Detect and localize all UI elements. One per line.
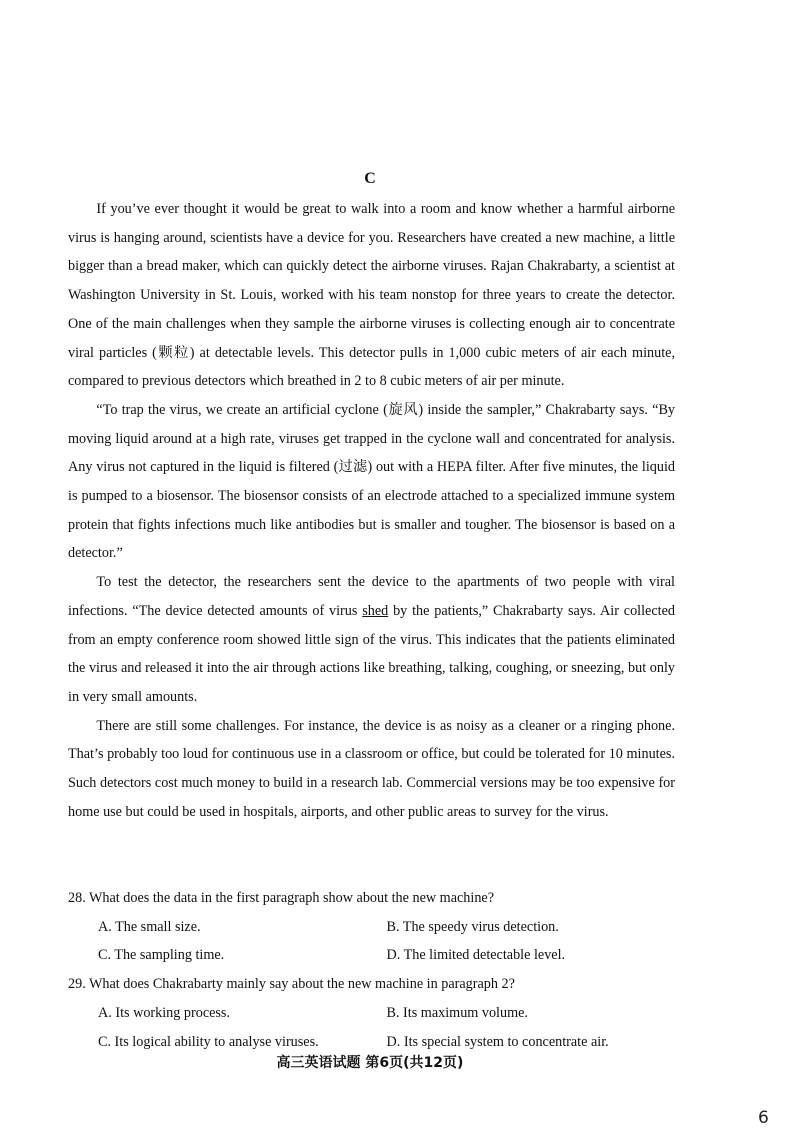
option-c: C. The sampling time.: [98, 947, 225, 964]
options-row: [68, 941, 675, 970]
underlined-word-shed: shed: [362, 602, 389, 619]
option-d: D. Its special system to concentrate air.: [386, 1033, 609, 1050]
paragraph-2: “To trap the virus, we create an artificial cyclone (旋风) inside the sampler,” Chakrabarty says. “By moving liquid around at a high rate, viruses get trapped in the cyclone wall and concentrated for analysis. Any virus not captured in the liquid is filtered (过滤) out with a HEPA filter. After five minutes, the liquid is pumped to a biosensor. The biosensor consists of an electrode attached to a specialized immune system protein that fights infections much like antibodies but is smaller and tougher. The biosensor is based on a detector.”: [68, 401, 675, 562]
question-28: [68, 884, 675, 970]
question-list: [68, 884, 675, 1056]
options-row: [68, 999, 675, 1028]
option-a: A. Its working process.: [98, 1004, 231, 1021]
paragraph-3-text-before: To test the detector, the researchers sent the device to the apartments of two people with viral infections. “The device detected amounts of virus: [68, 574, 675, 619]
question-stem: 29. What does Chakrabarty mainly say about the new machine in paragraph 2?: [68, 976, 515, 993]
question-stem: 28. What does the data in the first paragraph show about the new machine?: [68, 890, 495, 906]
option-c: C. Its logical ability to analyse viruses.: [98, 1033, 319, 1050]
option-b: B. The speedy virus detection.: [386, 918, 559, 935]
option-d: D. The limited detectable level.: [386, 947, 566, 964]
section-heading: C: [364, 170, 376, 187]
paragraph-3: [68, 568, 675, 712]
option-b: B. Its maximum volume.: [386, 1004, 528, 1021]
option-a: A. The small size.: [98, 918, 201, 935]
paragraph-3-text-after: by the patients,” Chakrabarty says. Air collected from an empty conference room showed little sign of the virus. This indicates that the patients eliminated the virus and released it into the air through actions like breathing, talking, coughing, or sneezing, but only in very small amounts.: [68, 602, 675, 705]
reading-passage: [68, 195, 675, 826]
question-29: [68, 970, 675, 1056]
options-row: [68, 913, 675, 942]
paragraph-4: There are still some challenges. For instance, the device is as noisy as a cleaner or a ringing phone. That’s probably too loud for continuous use in a classroom or office, but could be tolerated for 10 minutes. Such detectors cost much money to build in a research lab. Commercial versions may be too expensive for home use but could be used in hospitals, airports, and other public areas to survey for the virus.: [68, 717, 675, 820]
page-footer: 高三英语试题 第6页(共12页): [276, 1055, 464, 1071]
paragraph-1: If you’ve ever thought it would be great to walk into a room and know whether a harmful airborne virus is hanging around, scientists have a device for you. Researchers have created a new machine, a little bigger than a bread maker, which can quickly detect the airborne viruses. Rajan Chakrabarty, a scientist at Washington University in St. Louis, worked with his team nonstop for three years to create the detector. One of the main challenges when they sample the airborne viruses is collecting enough air to concentrate viral particles (颗粒) at detectable levels. This detector pulls in 1,000 cubic meters of air each minute, compared to previous detectors which breathed in 2 to 8 cubic meters of air per minute.: [68, 201, 675, 390]
page-corner-number: 6: [758, 1108, 769, 1128]
